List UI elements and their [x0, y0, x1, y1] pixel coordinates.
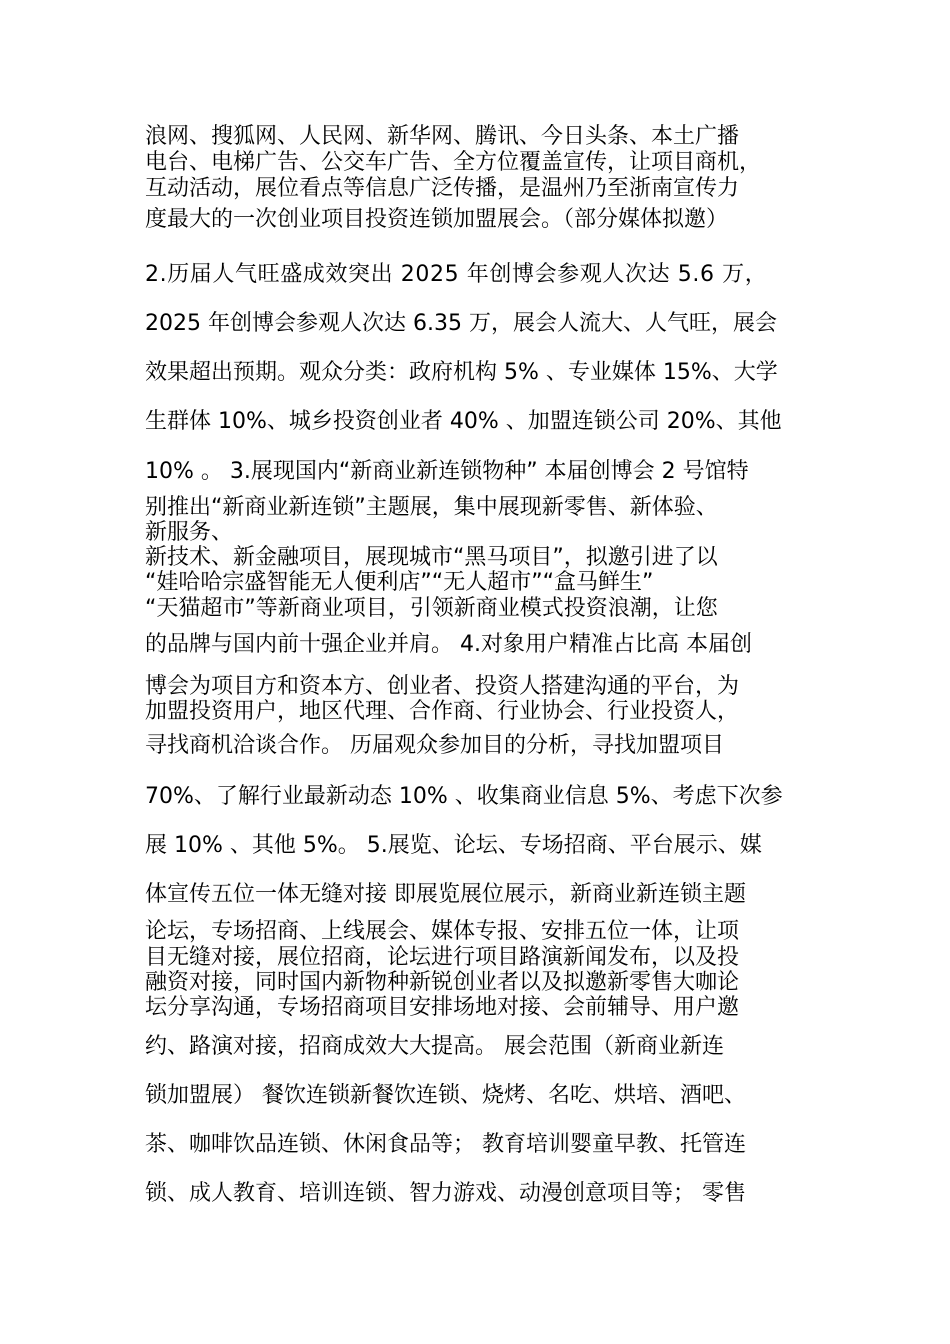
text-line: 互动活动，展位看点等信息广泛传播，是温州乃至浙南宣传力: [145, 176, 740, 201]
text-line: 论坛，专场招商、上线展会、媒体专报、安排五位一体，让项: [145, 919, 740, 944]
text-line: 坛分享沟通，专场招商项目安排场地对接、会前辅导、用户邀: [145, 995, 740, 1020]
text-line: 目无缝对接，展位招商，论坛进行项目路演新闻发布，以及投: [145, 945, 740, 970]
text-line: 锁加盟展） 餐饮连锁新餐饮连锁、烧烤、名吃、烘培、酒吧、: [145, 1083, 746, 1108]
text-line: 别推出“新商业新连锁”主题展，集中展现新零售、新体验、: [145, 495, 718, 520]
text-line: 展 10% 、其他 5%。 5.展览、论坛、专场招商、平台展示、媒: [145, 833, 762, 858]
text-line: 融资对接，同时国内新物种新锐创业者以及拟邀新零售大咖论: [145, 970, 740, 995]
text-line: 度最大的一次创业项目投资连锁加盟展会。（部分媒体拟邀）: [145, 207, 729, 232]
text-line: 博会为项目方和资本方、创业者、投资人搭建沟通的平台，为: [145, 674, 740, 699]
text-line: 体宣传五位一体无缝对接 即展览展位展示，新商业新连锁主题: [145, 882, 746, 907]
text-line: “娃哈哈宗盛智能无人便利店”“无人超市”“盒马鲜生”: [145, 570, 654, 595]
text-line: 10% 。 3.展现国内“新商业新连锁物种” 本届创博会 2 号馆特: [145, 459, 749, 484]
text-line: “天猫超市”等新商业项目，引领新商业模式投资浪潮，让您: [145, 596, 718, 621]
text-line: 浪网、搜狐网、人民网、新华网、腾讯、今日头条、本土广播: [145, 124, 740, 149]
text-line: 寻找商机洽谈合作。 历届观众参加目的分析，寻找加盟项目: [145, 733, 724, 758]
text-line: 锁、成人教育、培训连锁、智力游戏、动漫创意项目等； 零售: [145, 1181, 746, 1206]
text-line: 新技术、新金融项目，展现城市“黑马项目”，拟邀引进了以: [145, 545, 718, 570]
text-line: 2.历届人气旺盛成效突出 2025 年创博会参观人次达 5.6 万，: [145, 262, 768, 287]
text-line: 2025 年创博会参观人次达 6.35 万，展会人流大、人气旺，展会: [145, 311, 777, 336]
text-line: 加盟投资用户，地区代理、合作商、行业协会、行业投资人，: [145, 699, 740, 724]
text-line: 新服务、: [145, 520, 234, 545]
text-line: 约、路演对接，招商成效大大提高。 展会范围（新商业新连: [145, 1034, 724, 1059]
text-line: 效果超出预期。观众分类：政府机构 5% 、专业媒体 15%、大学: [145, 360, 778, 385]
text-line: 70%、了解行业最新动态 10% 、收集商业信息 5%、考虑下次参: [145, 784, 783, 809]
text-line: 生群体 10%、城乡投资创业者 40% 、加盟连锁公司 20%、其他: [145, 409, 782, 434]
text-line: 电台、电梯广告、公交车广告、全方位覆盖宣传，让项目商机，: [145, 150, 762, 175]
text-line: 茶、咖啡饮品连锁、休闲食品等； 教育培训婴童早教、托管连: [145, 1132, 746, 1157]
text-line: 的品牌与国内前十强企业并肩。 4.对象用户精准占比高 本届创: [145, 632, 752, 657]
